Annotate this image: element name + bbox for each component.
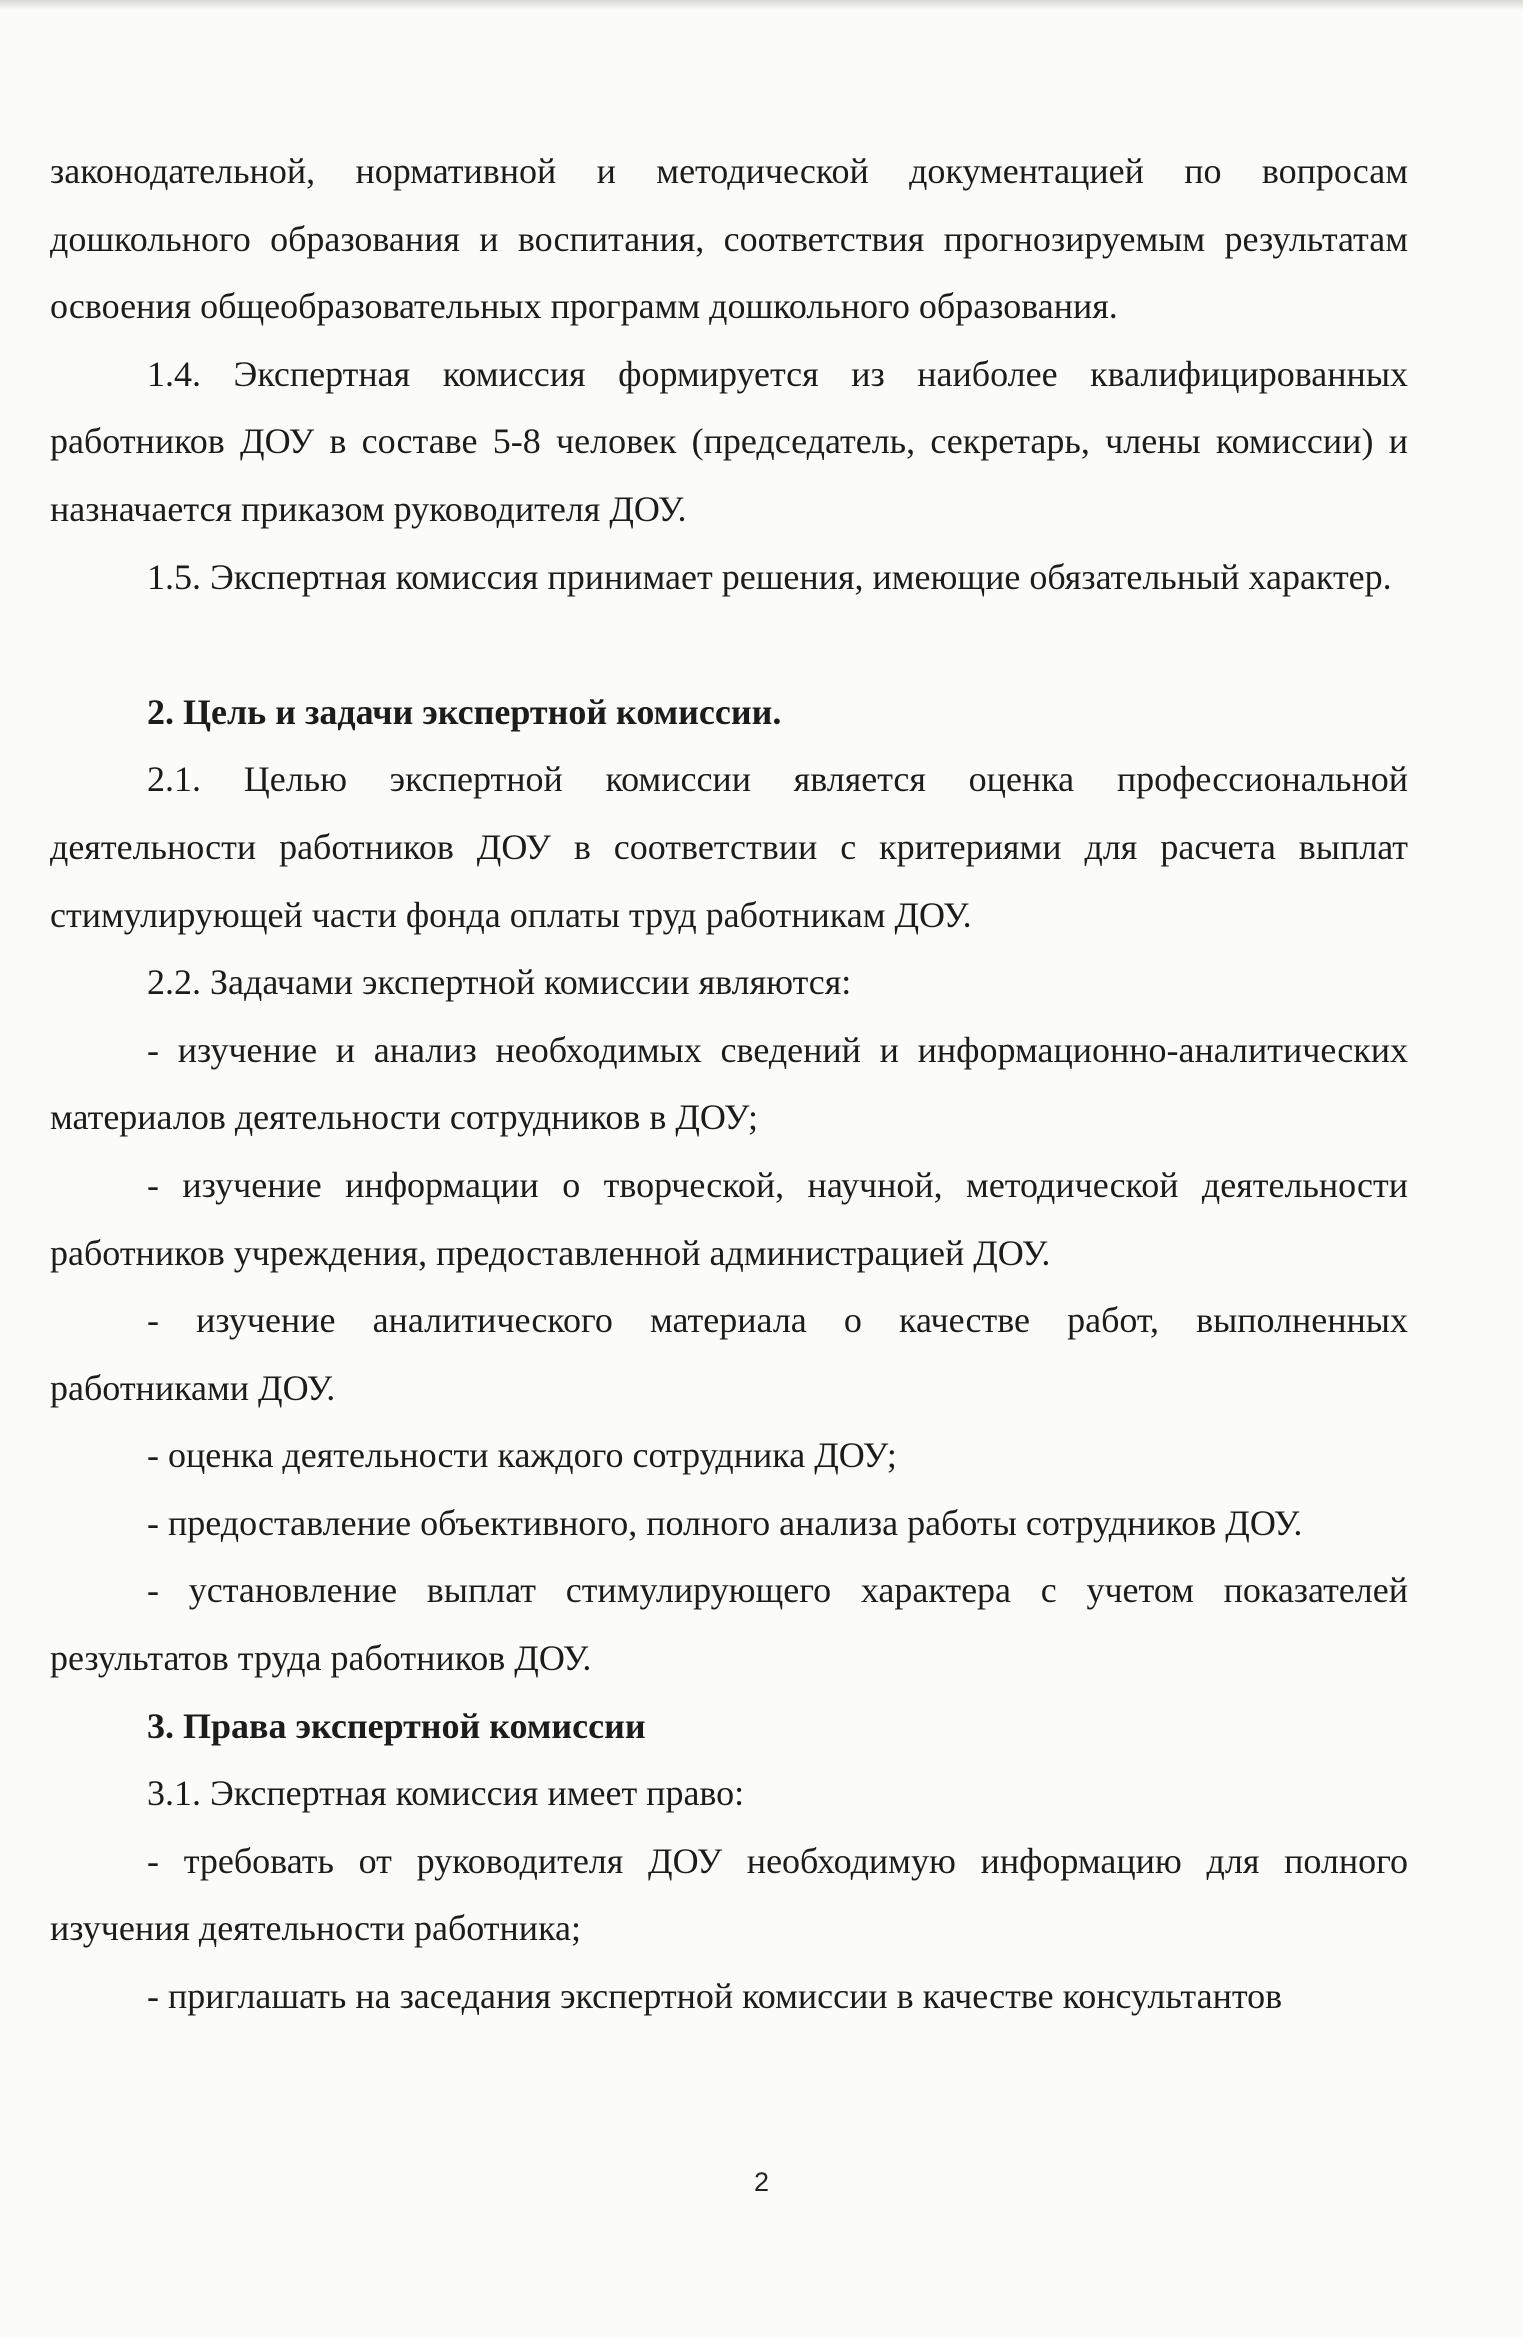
clause-3-1: 3.1. Экспертная комиссия имеет право: — [147, 1773, 745, 1814]
scan-top-edge — [0, 0, 1523, 10]
task-item-6: - установление выплат стимулирующего характера с учетом показателей результатов труда работников ДОУ. — [50, 1570, 1408, 1679]
task-item-4: - оценка деятельности каждого сотрудника ДОУ; — [147, 1435, 897, 1476]
clause-1-5: 1.5. Экспертная комиссия принимает решения, имеющие обязательный характер. — [147, 556, 1392, 597]
intro-paragraph: законодательной, нормативной и методической документацией по вопросам дошкольного образования и воспитания, соответствия прогнозируемым результатам освоения общеобразовательных программ дошкольного образования. — [50, 151, 1408, 327]
right-item-1: - требовать от руководителя ДОУ необходимую информацию для полного изучения деятельности работника; — [50, 1840, 1408, 1949]
task-item-2: - изучение информации о творческой, научной, методической деятельности работников учреждения, предоставленной администрацией ДОУ. — [50, 1164, 1408, 1273]
page-number: 2 — [753, 2167, 770, 2197]
task-item-3: - изучение аналитического материала о качестве работ, выполненных работниками ДОУ. — [50, 1300, 1408, 1408]
document-page — [50, 138, 1408, 2031]
right-item-2: - приглашать на заседания экспертной комиссии в качестве консультантов — [147, 1976, 1283, 2017]
clause-1-4: 1.4. Экспертная комиссия формируется из наиболее квалифицированных работников ДОУ в составе 5-8 человек (председатель, секретарь, члены комиссии) и назначается приказом руководителя ДОУ. — [50, 353, 1408, 529]
section-3-heading: 3. Права экспертной комиссии — [147, 1705, 646, 1746]
section-2-heading: 2. Цель и задачи экспертной комиссии. — [147, 691, 782, 732]
section-spacer — [50, 611, 1408, 679]
task-item-5: - предоставление объективного, полного анализа работы сотрудников ДОУ. — [147, 1502, 1303, 1543]
clause-2-2: 2.2. Задачами экспертной комиссии являются: — [147, 962, 852, 1003]
task-item-1: - изучение и анализ необходимых сведений и информационно-аналитических материалов деятельности сотрудников в ДОУ; — [50, 1029, 1408, 1138]
clause-2-1: 2.1. Целью экспертной комиссии является оценка профессиональной деятельности работников ДОУ в соответствии с критериями для расчета выплат стимулирующей части фонда оплаты труд работникам ДОУ. — [50, 759, 1408, 935]
